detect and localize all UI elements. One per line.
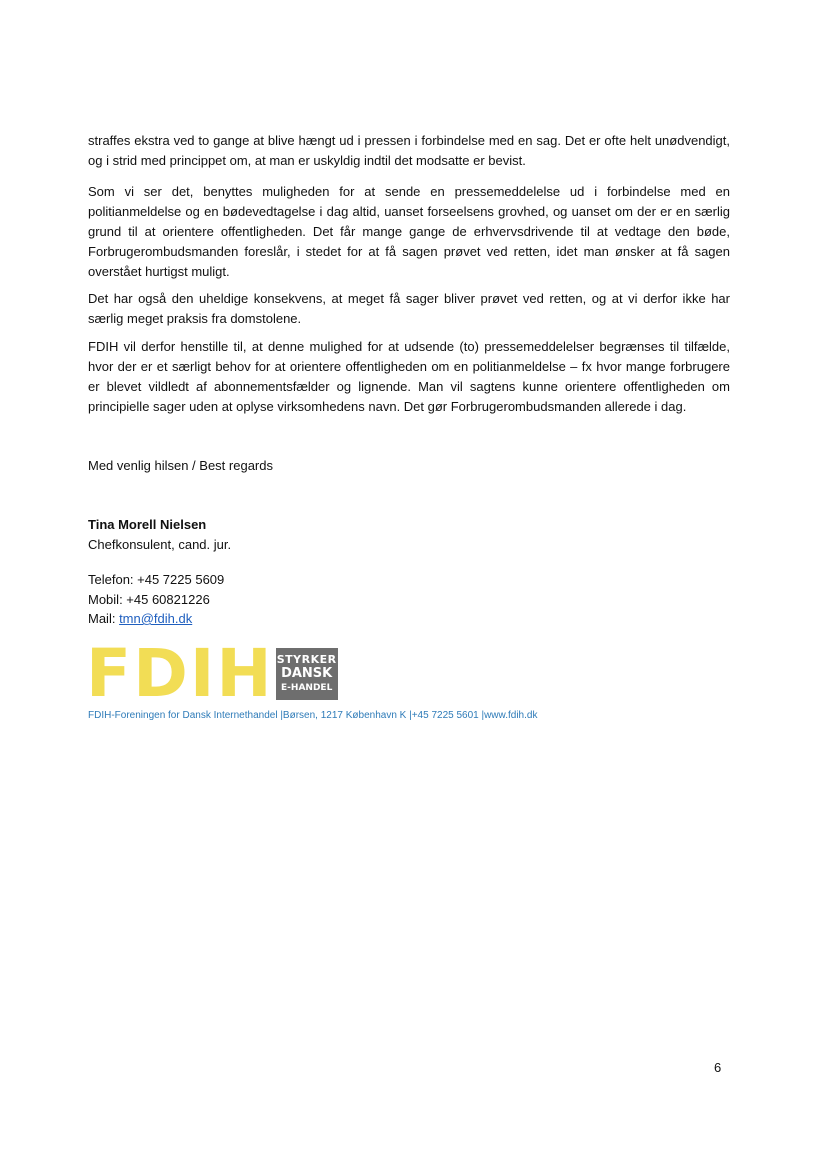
mail-label: Mail:	[88, 611, 120, 626]
body-paragraph: FDIH vil derfor henstille til, at denne mulighed for at udsende (to) pressemeddelelser begrænses til tilfælde, hvor der er et særligt behov for at orientere offentligheden om en politianmeldelse – fx hvor mange forbrugere er blevet vildledt af abonnementsfælder og lignende. Man vil sagtens kunne orientere offentligheden om principielle sager uden at oplyse virksomhedens navn. Det gør Forbrugerombudsmanden allerede i dag.	[88, 339, 730, 414]
logo-tagline-line: STYRKER	[276, 653, 337, 666]
signature-mobile: Mobil: +45 60821226	[88, 592, 210, 607]
body-paragraph: straffes ekstra ved to gange at blive hængt ud i pressen i forbindelse med en sag. Det er ofte helt unødvendigt, og i strid med princippet om, at man er uskyldig indtil det modsatte er bevist.	[88, 133, 730, 168]
email-link[interactable]: tmn@fdih.dk	[119, 611, 193, 626]
signature-title: Chefkonsulent, cand. jur.	[88, 537, 232, 552]
signature-name: Tina Morell Nielsen	[88, 517, 207, 532]
logo-tagline-box	[276, 648, 338, 700]
signature-phone: Telefon: +45 7225 5609	[88, 572, 225, 587]
logo-tagline-line: E-HANDEL	[281, 683, 333, 693]
signature-mail	[88, 609, 192, 629]
logo-letters: FDIH	[86, 635, 274, 712]
logo-tagline-line: DANSK	[281, 666, 333, 681]
fdih-logo	[86, 635, 338, 712]
organization-footer: FDIH-Foreningen for Dansk Internethandel |Børsen, 1217 København K |+45 7225 5601 |www.fdih.dk	[88, 710, 538, 721]
closing-greeting: Med venlig hilsen / Best regards	[88, 458, 273, 473]
page-number: 6	[714, 1060, 722, 1075]
body-paragraph: Det har også den uheldige konsekvens, at meget få sager bliver prøvet ved retten, og at vi derfor ikke har særlig meget praksis fra domstolene.	[88, 291, 730, 326]
body-paragraph: Som vi ser det, benyttes muligheden for at sende en pressemeddelelse ud i forbindelse med en politianmeldelse og en bødevedtagelse i dag altid, uanset forseelsens grovhed, og uanset om der er en særlig grund til at orientere offentligheden. Det får mange gange de erhvervsdrivende til at vedtage den bøde, Forbrugerombudsmanden foreslår, i stedet for at få sagen prøvet ved retten, idet man ønsker at få sagen overstået hurtigst muligt.	[88, 184, 730, 279]
